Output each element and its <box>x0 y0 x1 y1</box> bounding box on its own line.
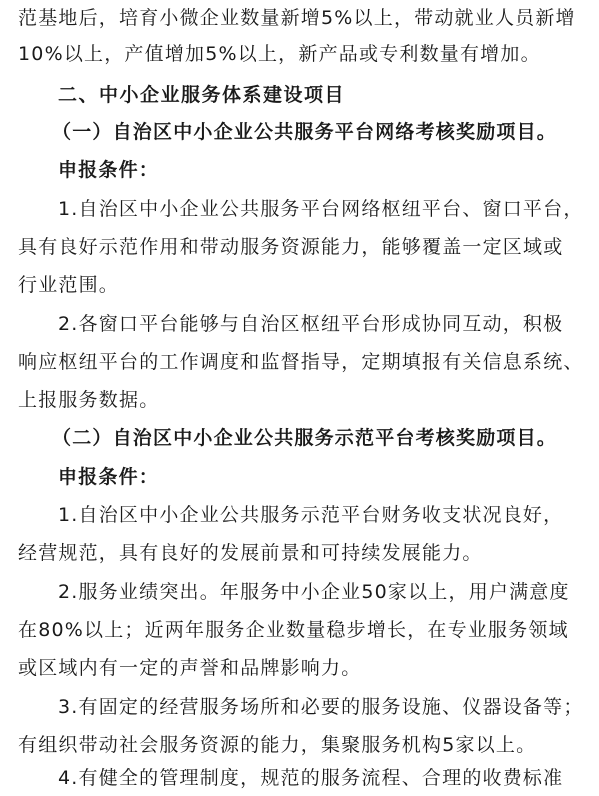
paragraph-line: 在80%以上；近两年服务企业数量稳步增长，在专业服务领域 <box>18 619 569 641</box>
subsection-heading: （一）自治区中小企业公共服务平台网络考核奖励项目。 <box>52 121 558 143</box>
paragraph-line: 响应枢纽平台的工作调度和监督指导，定期填报有关信息系统、 <box>18 351 584 373</box>
paragraph-line: 4.有健全的管理制度，规范的服务流程、合理的收费标准 <box>58 767 564 789</box>
paragraph-line: 1.自治区中小企业公共服务示范平台财务收支状况良好， <box>58 504 564 526</box>
paragraph-line: 具有良好示范作用和带动服务资源能力，能够覆盖一定区域或 <box>18 236 564 258</box>
paragraph-line: 上报服务数据。 <box>18 389 160 411</box>
paragraph-line: 范基地后，培育小微企业数量新增5%以上，带动就业人员新增 <box>18 7 576 29</box>
paragraph-line: 经营规范，具有良好的发展前景和可持续发展能力。 <box>18 542 483 564</box>
paragraph-line: 2.各窗口平台能够与自治区枢纽平台形成协同互动，积极 <box>58 313 564 335</box>
paragraph-line: 或区域内有一定的声誉和品牌影响力。 <box>18 657 362 679</box>
paragraph-line: 2.服务业绩突出。年服务中小企业50家以上，用户满意度 <box>58 581 570 603</box>
section-heading: 二、中小企业服务体系建设项目 <box>58 84 346 106</box>
paragraph-line: 3.有固定的经营服务场所和必要的服务设施、仪器设备等； <box>58 696 584 718</box>
conditions-label: 申报条件： <box>58 466 160 488</box>
conditions-label: 申报条件： <box>58 159 160 181</box>
paragraph-line: 1.自治区中小企业公共服务平台网络枢纽平台、窗口平台， <box>58 198 584 220</box>
paragraph-line: 10%以上，产值增加5%以上，新产品或专利数量有增加。 <box>18 43 541 65</box>
paragraph-line: 行业范围。 <box>18 274 120 296</box>
subsection-heading: （二）自治区中小企业公共服务示范平台考核奖励项目。 <box>52 427 558 449</box>
paragraph-line: 有组织带动社会服务资源的能力，集聚服务机构5家以上。 <box>18 734 537 756</box>
